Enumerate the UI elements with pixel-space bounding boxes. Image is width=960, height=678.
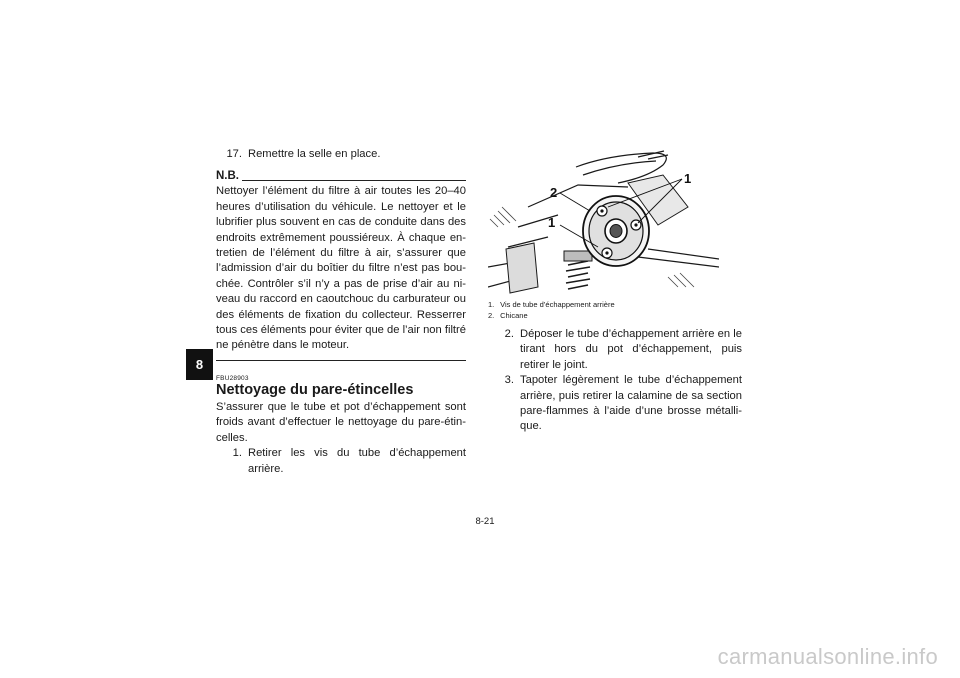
caption-line-2 — [488, 310, 742, 321]
caption-text: Chicane — [500, 311, 528, 320]
section-intro: S’assurer que le tube et pot d’échappement sont froids avant d’effectuer le nettoyage du pare-étin-celles. — [216, 400, 466, 444]
caption-number: 1. — [488, 300, 495, 309]
callout-1-screw: 1 — [548, 215, 556, 230]
page-number-text: 8-21 — [475, 516, 495, 527]
nb-header — [216, 170, 466, 183]
callout-2-baffle: 2 — [550, 185, 558, 200]
step-number: 2. — [504, 328, 514, 340]
step-2 — [488, 327, 742, 373]
step-number: 1. — [232, 447, 242, 460]
step-number: 3. — [504, 374, 514, 387]
caption-text: Vis de tube d’échappement arrière — [500, 300, 615, 309]
nb-end-rule — [216, 360, 466, 361]
nb-rule — [242, 180, 466, 181]
section-code: FBU28903 — [216, 374, 249, 382]
exhaust-figure — [488, 147, 719, 297]
right-steps — [488, 327, 742, 435]
step-number: 17. — [226, 148, 242, 160]
callout-1-screws: 1 — [684, 171, 692, 186]
step-1 — [216, 446, 466, 477]
muffler-outlet — [583, 196, 649, 266]
caption-number: 2. — [488, 311, 495, 320]
nb-text: Nettoyer l’élément du filtre à air toutes les 20–40 heures d’utilisation du véhicule. Le nettoyer et le lubrifier plus souvent en cas de conduite dans des endroits extrêmement poussiéreux. À chaque en-tretien de l’élément du filtre à air, s’assurer que l’admission d’air du boîtier du filtre n’est pas bou-chée. Contrôler s’il n’y a pas de prise d’air au ni-veau du raccord en caoutchouc du carburateur ou des éléments de fixation du collecteur. Resserrer tous ces éléments pour éviter que de l’air non filtré ne pénètre dans le moteur. — [216, 185, 466, 352]
section-title: Nettoyage du pare-étincelles — [216, 381, 414, 398]
step-17 — [216, 147, 466, 162]
step-text: Remettre la selle en place. — [248, 148, 381, 160]
figure-caption — [488, 299, 742, 321]
left-column — [216, 147, 466, 477]
nb-label: N.B. — [216, 170, 239, 183]
watermark: carmanualsonline.info — [717, 644, 938, 669]
step-text: Retirer les vis du tube d’échappement arrière. — [248, 447, 466, 475]
exhaust-illustration — [488, 147, 719, 297]
page-number — [0, 516, 960, 527]
chapter-tab: 8 — [186, 349, 213, 380]
right-column — [488, 147, 742, 435]
step-3 — [488, 373, 742, 435]
caption-line-1 — [488, 299, 742, 310]
step-text: Déposer le tube d’échappement arrière en le tirant hors du pot d’échappement, puis retirer le joint. — [520, 328, 742, 371]
step-text: Tapoter légèrement le tube d’échappement arrière, puis retirer la calamine de sa section pare-flammes à l’aide d’une brosse métalli-que. — [520, 374, 742, 433]
